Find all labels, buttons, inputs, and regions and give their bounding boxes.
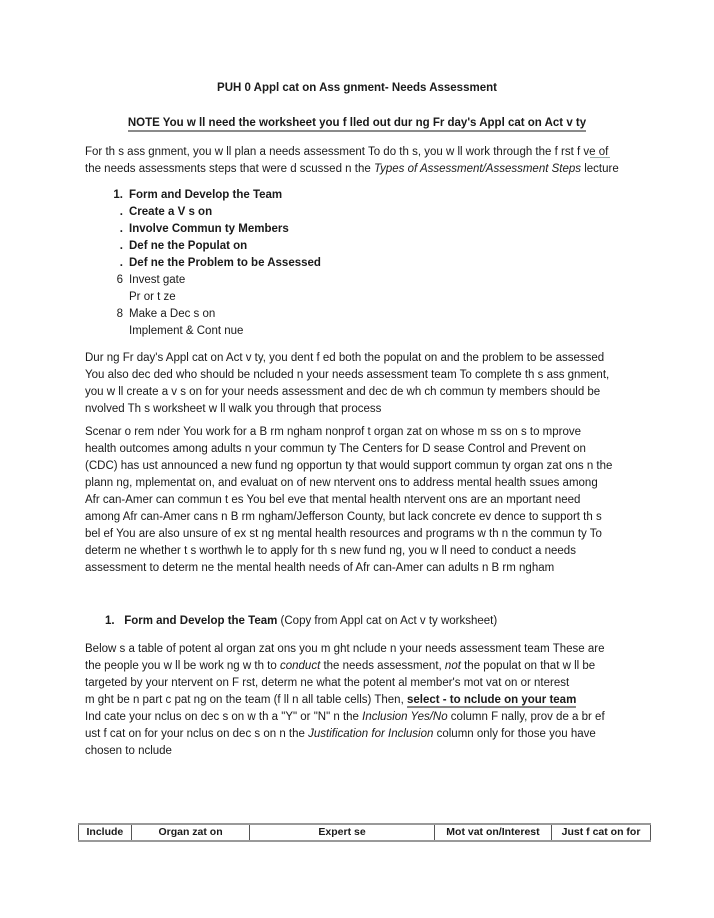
list-item: 8 Make a Dec s on	[116, 308, 216, 320]
section1-paragraph: Below s a table of potent al organ zat ons you m ght nclude n your needs assessment team These are the people you w ll be work ng w th to conduct the needs assessment, not the populat on that w ll be targeted by your ntervent on F rst, determ ne what the potent al member's mot vat on or nterest m ght be n part c pat ng on the team (f ll n all table cells) Then, select - to nclude on your team Ind cate your nclus on dec s on w th a "Y" or "N" n the Inclusion Yes/No column F nally, prov de a br ef ust f cat on for your nclus on dec s on n the Justification for Inclusion column only for those you have chosen to nclude	[85, 643, 605, 757]
list-item: . Create a V s on	[119, 206, 213, 218]
col-motivation: Mot vat on/Interest	[434, 824, 551, 841]
intro-line: the needs assessments steps that were d scussed n the Types of Assessment/Assessment Steps lecture	[85, 163, 619, 175]
list-item: . Involve Commun ty Members	[119, 223, 289, 235]
intro-line: For th s ass gnment, you w ll plan a needs assessment To do th s, you w ll work through the f rst f ve of	[85, 146, 609, 158]
col-include: Include	[79, 824, 132, 841]
list-item: 6 Invest gate	[116, 274, 186, 286]
intro-paragraph	[85, 144, 635, 178]
list-item: . Def ne the Populat on	[119, 240, 248, 252]
list-item: Pr or t ze	[129, 291, 176, 303]
list-item: Implement & Cont nue	[129, 325, 244, 337]
col-justification: Just f cat on for	[552, 824, 651, 841]
team-table	[78, 823, 651, 842]
note-text: NOTE You w ll need the worksheet you f lled out dur ng Fr day's Appl cat on Act v ty	[128, 117, 586, 132]
page-title: PUH 0 Appl cat on Ass gnment- Needs Assessment	[217, 82, 497, 94]
section-heading: 1. Form and Develop the Team (Copy from Appl cat on Act v ty worksheet)	[105, 615, 498, 627]
scenario-paragraph: Scenar o rem nder You work for a B rm ngham nonprof t organ zat on whose m ss on s to mprove health outcomes among adults n your commun ty The Centers for D sease Control and Prevent on (CDC) has ust announced a new fund ng opportun ty that would support commun ty organ zat ons n the plann ng, mplementat on, and evaluat on of new ntervent ons to address mental health ssues among Afr can-Amer can commun t es You bel eve that mental health ntervent ons are an mportant need among Afr can-Amer cans n B rm ngham/Jefferson County, but lack concrete ev dence to support th s bel ef You are also unsure of ex st ng mental health resources and programs w th n the commun ty To determ ne whether t s worthwh le to apply for th s new fund ng, you w ll need to conduct a needs assessment to determ ne the mental health needs of Afr can-Amer can adults n B rm ngham	[85, 426, 613, 574]
note-banner	[0, 117, 714, 132]
list-item: . Def ne the Problem to be Assessed	[119, 257, 321, 269]
steps-list	[105, 187, 505, 340]
col-expertise: Expert se	[250, 824, 435, 841]
list-item: 1. Form and Develop the Team	[113, 189, 283, 201]
table-header-row	[79, 824, 651, 841]
col-organization: Organ zat on	[131, 824, 250, 841]
activity-paragraph: Dur ng Fr day's Appl cat on Act v ty, you dent f ed both the populat on and the problem to be assessed You also dec ded who should be ncluded n your needs assessment team To complete th s ass gnment, you w ll create a v s on for your needs assessment and dec de wh ch commun ty members should be nvolved Th s worksheet w ll walk you through that process	[85, 352, 610, 415]
select-instruction: select - to nclude on your team	[406, 694, 577, 706]
